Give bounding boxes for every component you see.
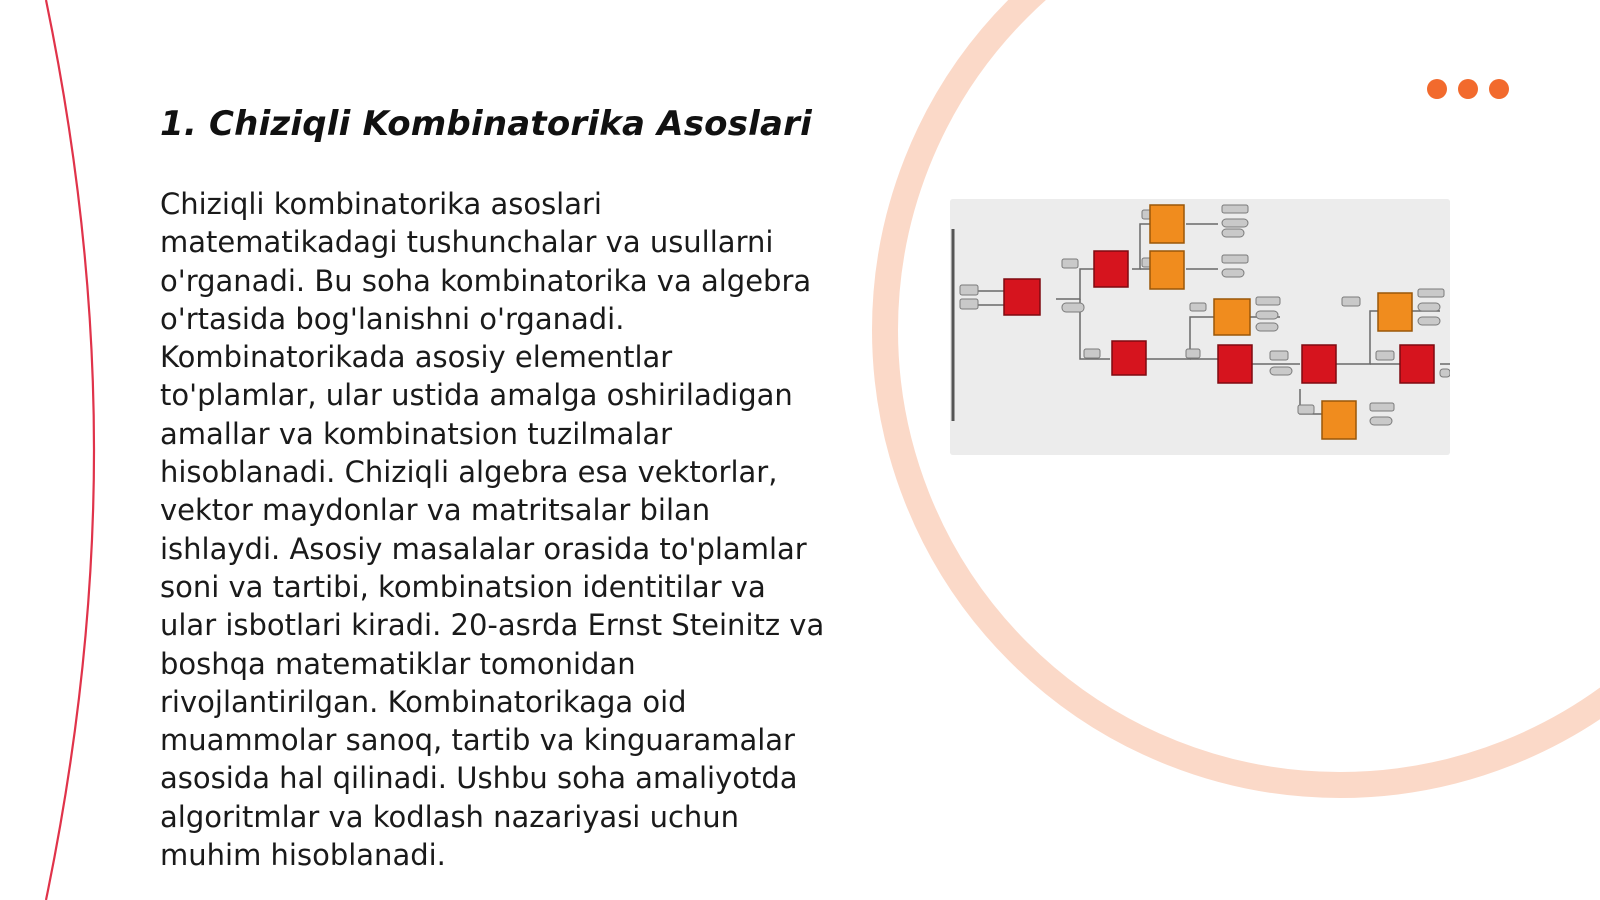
dot (1458, 79, 1478, 99)
slide-title: 1. Chiziqli Kombinatorika Asoslari (160, 104, 812, 144)
left-arc (46, 0, 94, 900)
block-diagram-image (950, 199, 1450, 455)
more-dots-icon (1427, 79, 1509, 99)
dot (1489, 79, 1509, 99)
block-diagram (950, 199, 1450, 455)
slide-body-text: Chiziqli kombinatorika asoslari matematikadagi tushunchalar va usullarni o'rganadi. Bu soha kombinatorika va algebra o'rtasida bog'lanishni o'rganadi. Kombinatorikada asosiy elementlar to'plamlar, ular ustida amalga oshiriladigan amallar va kombinatsion tuzilmalar hisoblanadi. Chiziqli algebra esa vektorlar, vektor maydonlar va matritsalar bilan ishlaydi. Asosiy masalalar orasida to'plamlar soni va tartibi, kombinatsion identitilar va ular isbotlari kiradi. 20-asrda Ernst Steinitz va boshqa matematiklar tomonidan rivojlantirilgan. Kombinatorikaga oid muammolar sanoq, tartib va kinguaramalar asosida hal qilinadi. Ushbu soha amaliyotda algoritmlar va kodlash nazariyasi uchun muhim hisoblanadi. (160, 187, 825, 873)
dot (1427, 79, 1447, 99)
